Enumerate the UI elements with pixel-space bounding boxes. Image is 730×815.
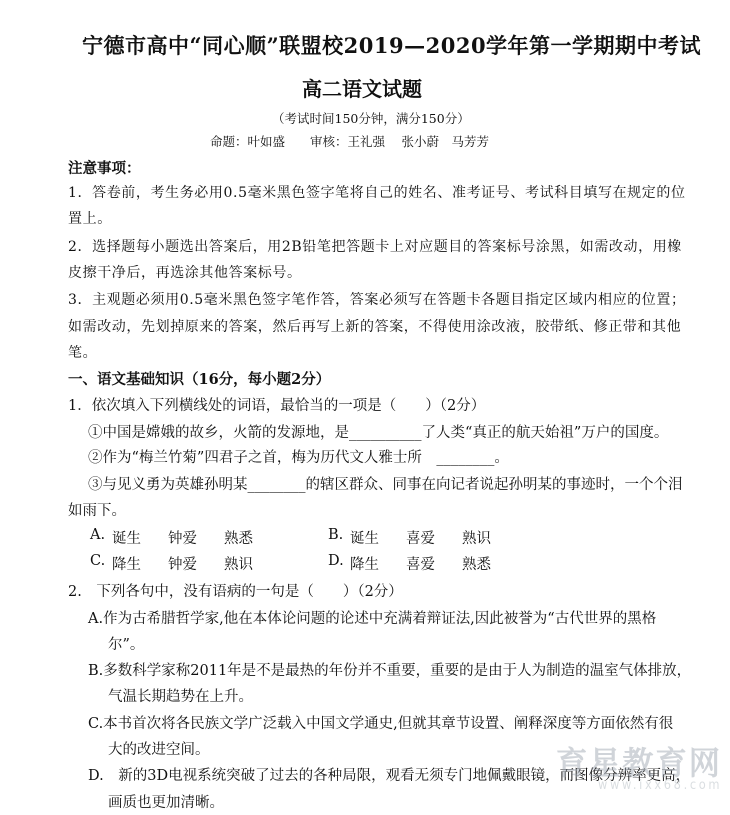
option-word: 喜爱 bbox=[406, 531, 435, 547]
notice-line: 皮擦干净后，再选涂其他答案标号。 bbox=[68, 265, 302, 281]
q1-stem: 1．依次填入下列横线处的词语，最恰当的一项是（ ）（2分） bbox=[68, 398, 486, 414]
watermark-logo: 育星教育网 bbox=[556, 744, 722, 782]
notice-line: 笔。 bbox=[68, 345, 98, 361]
exam-subtitle: 高二语文试题 bbox=[302, 77, 422, 101]
watermark-url: www.ixx68.com bbox=[598, 778, 723, 793]
q2-option-d-cont: 画质也更加清晰。 bbox=[108, 795, 224, 811]
option-letter: C. bbox=[90, 553, 106, 569]
q1-sentence-3: ③与见义勇为英雄孙明某________的辖区群众、同事在向记者说起孙明某的事迹时，一个个泪 bbox=[88, 477, 683, 493]
q1-sentence-2: ②作为“梅兰竹菊”四君子之首，梅为历代文人雅士所 ________。 bbox=[88, 450, 509, 466]
notice-heading: 注意事项： bbox=[68, 160, 141, 177]
q2-option-a: A.作为古希腊哲学家,他在本体论问题的论述中充满着辩证法,因此被誉为“古代世界的黑格 bbox=[88, 611, 657, 627]
exam-time: （考试时间150分钟，满分150分） bbox=[272, 111, 470, 126]
exam-setters: 命题：叶如盛 审核：王礼强 张小蔚 马芳芳 bbox=[210, 134, 489, 149]
q2-option-b: B.多数科学家称2011年是不是最热的年份并不重要，重要的是由于人为制造的温室气体排放， bbox=[88, 663, 692, 679]
q2-option-a-cont: 尔”。 bbox=[108, 637, 145, 653]
notice-line: 3．主观题必须用0.5毫米黑色签字笔作答，答案必须写在答题卡各题目指定区域内相应的位置； bbox=[68, 292, 686, 308]
option-letter: D. bbox=[328, 553, 344, 569]
option-word: 钟爱 bbox=[168, 557, 197, 573]
option-word: 熟识 bbox=[224, 557, 253, 573]
q2-option-d: D. 新的3D电视系统突破了过去的各种局限，观看无须专门地佩戴眼镜，而图像分辨率更高， bbox=[88, 768, 691, 784]
q2-option-c-cont: 大的改进空间。 bbox=[108, 742, 210, 758]
option-word: 熟识 bbox=[462, 531, 491, 547]
q2-stem: 2. 下列各句中，没有语病的一句是（ ）（2分） bbox=[68, 584, 403, 600]
notice-line: 2．选择题每小题选出答案后，用2B铅笔把答题卡上对应题目的答案标号涂黑，如需改动，用橡 bbox=[68, 239, 682, 255]
option-word: 诞生 bbox=[350, 531, 379, 547]
notice-line: 1．答卷前，考生务必用0.5毫米黑色签字笔将自己的姓名、准考证号、考试科目填写在规定的位 bbox=[68, 185, 686, 201]
notice-line: 置上。 bbox=[68, 211, 112, 227]
q2-option-b-cont: 气温长期趋势在上升。 bbox=[108, 689, 253, 705]
q1-sentence-1: ①中国是嫦娥的故乡，火箭的发源地，是__________了人类“真正的航天始祖”万户的国度。 bbox=[88, 425, 669, 441]
option-word: 喜爱 bbox=[406, 557, 435, 573]
option-letter: B. bbox=[328, 527, 344, 543]
option-word: 诞生 bbox=[112, 531, 141, 547]
option-word: 钟爱 bbox=[168, 531, 197, 547]
notice-line: 如需改动，先划掉原来的答案，然后再写上新的答案，不得使用涂改液，胶带纸、修正带和其他 bbox=[68, 319, 682, 335]
option-word: 降生 bbox=[112, 557, 141, 573]
option-word: 熟悉 bbox=[224, 531, 253, 547]
q1-sentence-3-cont: 如雨下。 bbox=[68, 503, 126, 519]
option-word: 熟悉 bbox=[462, 557, 491, 573]
option-word: 降生 bbox=[350, 557, 379, 573]
exam-title: 宁德市高中“同心顺”联盟校2019—2020学年第一学期期中考试 bbox=[82, 33, 702, 58]
q2-option-c: C.本书首次将各民族文学广泛载入中国文学通史,但就其章节设置、阐释深度等方面依然有很 bbox=[88, 716, 674, 732]
section-heading: 一、语文基础知识（16分，每小题2分） bbox=[68, 371, 331, 388]
option-letter: A. bbox=[90, 527, 106, 543]
